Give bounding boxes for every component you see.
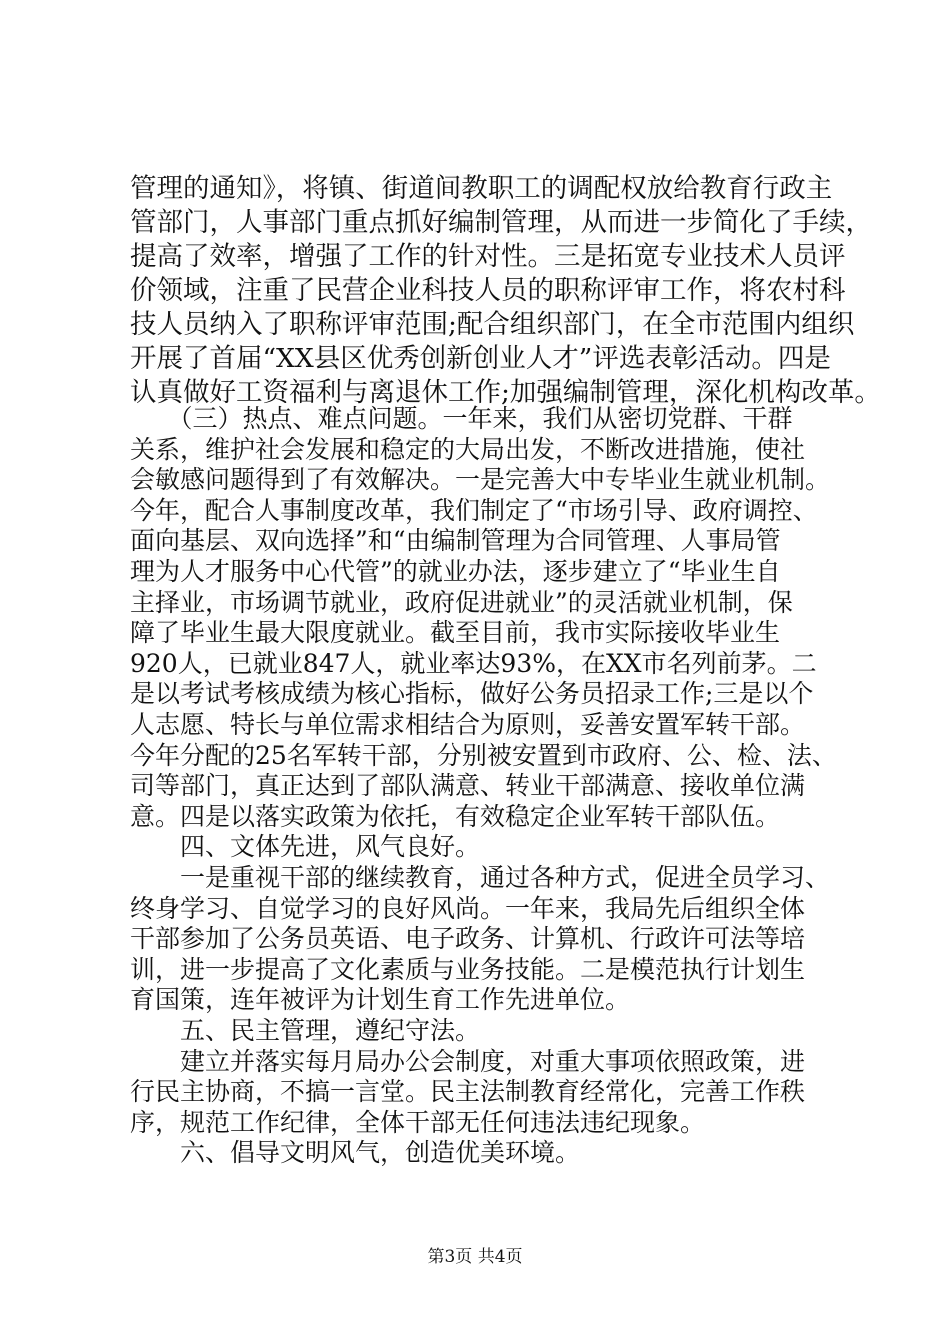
- body-text-line: 育国策，连年被评为计划生育工作先进单位。: [130, 985, 631, 1014]
- body-text-line: 终身学习、自觉学习的良好风尚。一年来，我局先后组织全体: [130, 894, 806, 923]
- page-number-footer: 第3页 共4页: [427, 1247, 523, 1267]
- body-text-line: 序，规范工作纪律，全体干部无任何违法违纪现象。: [130, 1108, 706, 1137]
- body-text-line: （三）热点、难点问题。一年来，我们从密切党群、干群: [130, 404, 793, 433]
- body-text-line: 司等部门，真正达到了部队满意、转业干部满意、接收单位满: [130, 771, 806, 800]
- body-text-line: 人志愿、特长与单位需求相结合为原则，妥善安置军转干部。: [130, 710, 806, 739]
- body-text-line: 管理的通知》，将镇、街道间教职工的调配权放给教育行政主: [130, 173, 833, 204]
- body-text-line: 是以考试考核成绩为核心指标，做好公务员招录工作;三是以个: [130, 679, 814, 708]
- body-text-line: 行民主协商，不搞一言堂。民主法制教育经常化，完善工作秩: [130, 1077, 806, 1106]
- body-text-line: 面向基层、双向选择”和“由编制管理为合同管理、人事局管: [130, 526, 781, 555]
- body-text-line: 障了毕业生最大限度就业。截至目前，我市实际接收毕业生: [130, 618, 781, 647]
- body-text-line: 会敏感问题得到了有效解决。一是完善大中专毕业生就业机制。: [130, 465, 831, 494]
- body-text-line: 开展了首届“XX县区优秀创新创业人才”评选表彰活动。四是: [130, 343, 831, 374]
- body-text-line: 建立并落实每月局办公会制度，对重大事项依照政策，进: [130, 1047, 806, 1076]
- body-text-line: 一是重视干部的继续教育，通过各种方式，促进全员学习、: [130, 863, 831, 892]
- body-text-line: 今年分配的25名军转干部，分别被安置到市政府、公、检、法、: [130, 741, 837, 770]
- section-heading: 四、文体先进，风气良好。: [130, 832, 481, 861]
- body-text-line: 价领域，注重了民营企业科技人员的职称评审工作，将农村科: [130, 275, 846, 306]
- body-text-line: 训，进一步提高了文化素质与业务技能。二是模范执行计划生: [130, 955, 806, 984]
- body-text-line: 理为人才服务中心代管”的就业办法，逐步建立了“毕业生自: [130, 557, 781, 586]
- body-text-line: 提高了效率，增强了工作的针对性。三是拓宽专业技术人员评: [130, 241, 846, 272]
- body-text-line: 认真做好工资福利与离退休工作;加强编制管理，深化机构改革。: [130, 377, 881, 408]
- body-text-line: 关系，维护社会发展和稳定的大局出发，不断改进措施，使社: [130, 435, 806, 464]
- section-heading: 六、倡导文明风气，创造优美环境。: [130, 1138, 581, 1167]
- section-heading: 五、民主管理，遵纪守法。: [130, 1016, 481, 1045]
- body-text-line: 干部参加了公务员英语、电子政务、计算机、行政许可法等培: [130, 924, 806, 953]
- body-text-line: 主择业，市场调节就业，政府促进就业”的灵活就业机制，保: [130, 588, 793, 617]
- body-text-line: 意。四是以落实政策为依托，有效稳定企业军转干部队伍。: [130, 802, 781, 831]
- body-text-line: 技人员纳入了职称评审范围;配合组织部门，在全市范围内组织: [130, 309, 855, 340]
- body-text-line: 今年，配合人事制度改革，我们制定了“市场引导、政府调控、: [130, 496, 818, 525]
- body-text-line: 920人，已就业847人，就业率达93%，在XX市名列前茅。二: [130, 649, 817, 678]
- body-text-line: 管部门，人事部门重点抓好编制管理，从而进一步简化了手续，: [130, 207, 872, 238]
